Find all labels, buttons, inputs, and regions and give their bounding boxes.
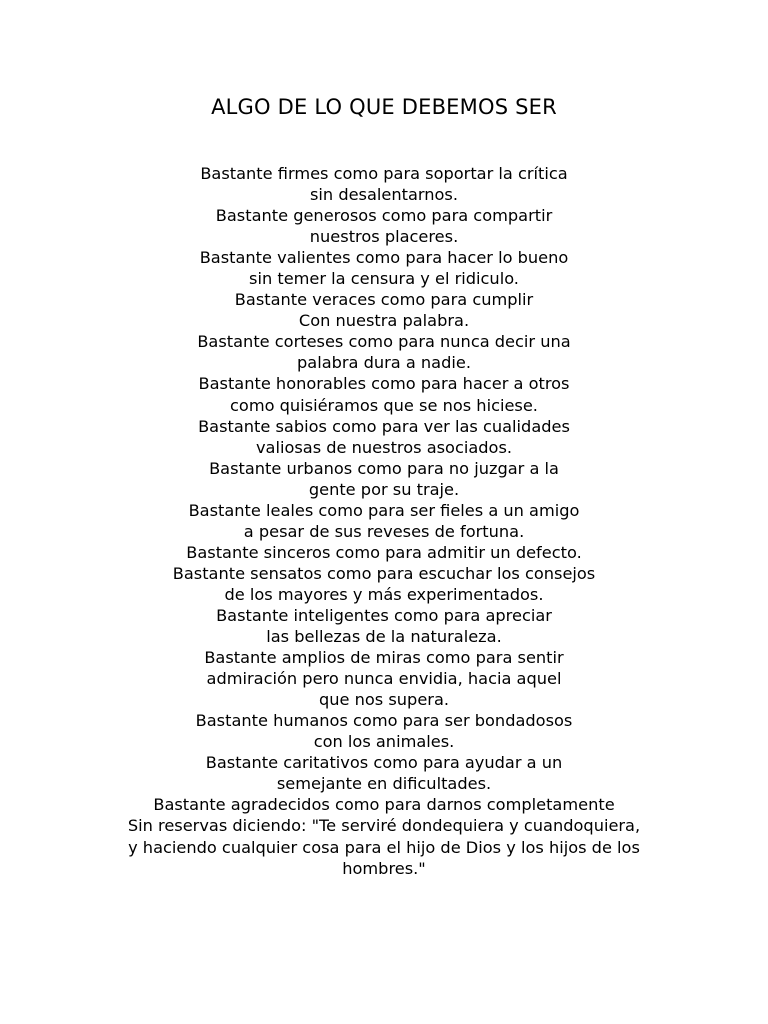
poem-line: Bastante valientes como para hacer lo bueno [199, 248, 569, 268]
poem-line: las bellezas de la naturaleza. [266, 627, 502, 647]
poem-line: hombres." [342, 858, 426, 878]
poem-line: semejante en dificultades. [276, 774, 492, 794]
poem-line: palabra dura a nadie. [297, 353, 471, 373]
poem-line: gente por su traje. [308, 479, 460, 499]
poem-line: Bastante corteses como para nunca decir una [197, 332, 571, 352]
poem-body [0, 163, 768, 879]
document-title: ALGO DE LO QUE DEBEMOS SER [211, 95, 557, 119]
poem-line: Bastante inteligentes como para apreciar [216, 605, 552, 625]
poem-line: Bastante urbanos como para no juzgar a la [209, 458, 559, 478]
poem-line: nuestros placeres. [309, 227, 459, 247]
poem-line: de los mayores y más experimentados. [224, 584, 544, 604]
poem-line: Con nuestra palabra. [298, 311, 470, 331]
poem-line: Bastante leales como para ser fieles a un amigo [188, 500, 580, 520]
poem-line: sin desalentarnos. [309, 185, 459, 205]
poem-line: a pesar de sus reveses de fortuna. [243, 521, 525, 541]
poem-line: Bastante generosos como para compartir [215, 206, 553, 226]
poem-line: valiosas de nuestros asociados. [255, 437, 513, 457]
poem-line: Bastante sabios como para ver las cualidades [198, 416, 570, 436]
poem-line: Bastante firmes como para soportar la crítica [200, 164, 568, 183]
poem-line: y haciendo cualquier cosa para el hijo de Dios y los hijos de los [128, 837, 640, 857]
poem-line: admiración pero nunca envidia, hacia aquel [206, 669, 562, 689]
poem-line: Bastante sensatos como para escuchar los consejos [172, 563, 596, 583]
poem-line: que nos supera. [318, 690, 450, 710]
poem-line: Bastante amplios de miras como para sentir [204, 648, 564, 668]
poem-line: Bastante humanos como para ser bondadosos [195, 711, 573, 731]
poem-line: Bastante sinceros como para admitir un defecto. [186, 542, 582, 562]
poem-line: Bastante veraces como para cumplir [234, 290, 534, 310]
poem-line: Bastante agradecidos como para darnos completamente [153, 795, 615, 815]
poem-line: Bastante honorables como para hacer a otros [198, 374, 570, 394]
poem-line: Bastante caritativos como para ayudar a un [205, 753, 563, 773]
poem-line: sin temer la censura y el ridiculo. [249, 269, 519, 289]
poem-line: como quisiéramos que se nos hiciese. [230, 395, 538, 415]
poem-line: Sin reservas diciendo: "Te serviré dondequiera y cuandoquiera, [127, 816, 641, 836]
poem-line: con los animales. [313, 732, 455, 752]
